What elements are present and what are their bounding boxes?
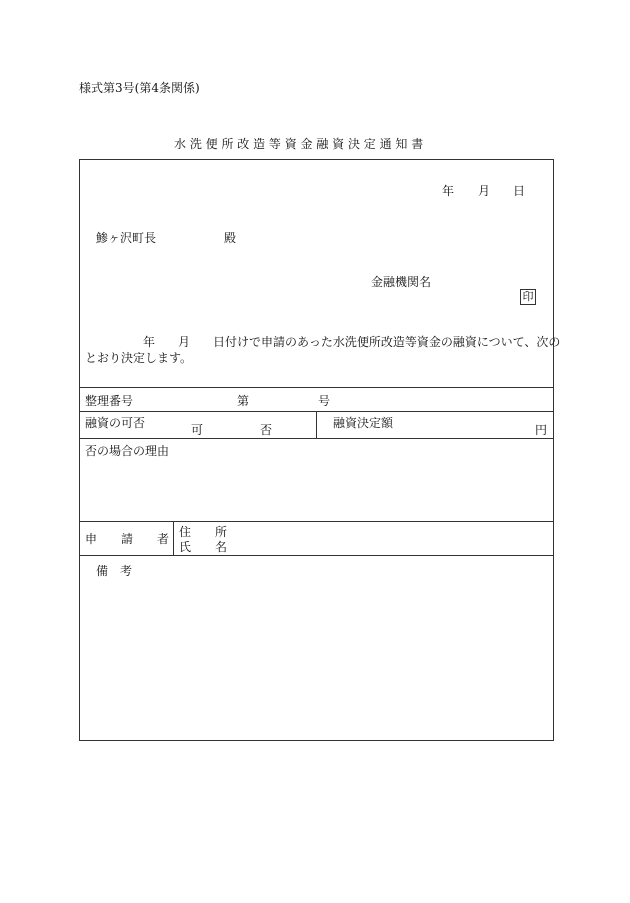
body-text-line2: とおり決定します。 [85, 351, 193, 365]
date-year-label: 年 [442, 184, 455, 198]
yen-unit: 円 [535, 423, 548, 437]
row-divider [79, 521, 554, 522]
name-label: 氏 名 [179, 540, 228, 554]
body-text-line1: 日付けで申請のあった水洗便所改造等資金の融資について、次の [213, 335, 561, 349]
addressee-honorific: 殿 [224, 231, 237, 245]
body-month: 月 [178, 335, 191, 349]
column-divider [173, 521, 174, 555]
date-day-label: 日 [513, 184, 526, 198]
reference-dai: 第 [237, 394, 250, 408]
approve-option: 可 [191, 423, 204, 437]
approval-label: 融資の可否 [85, 416, 146, 430]
document-title: 水 洗 便 所 改 造 等 資 金 融 資 決 定 通 知 書 [174, 137, 424, 151]
form-number: 様式第3号(第4条関係) [79, 81, 200, 95]
row-divider [79, 555, 554, 556]
row-divider [79, 387, 554, 388]
denial-reason-label: 否の場合の理由 [85, 444, 170, 458]
remarks-label: 備 考 [96, 564, 133, 578]
seal-mark: 印 [520, 289, 536, 305]
applicant-label: 申 請 者 [85, 532, 170, 546]
institution-label: 金融機関名 [371, 275, 432, 289]
reference-go: 号 [318, 394, 331, 408]
date-month-label: 月 [478, 184, 491, 198]
column-divider [316, 411, 317, 438]
deny-option: 否 [260, 423, 273, 437]
amount-label: 融資決定額 [333, 416, 394, 430]
address-label: 住 所 [179, 525, 228, 539]
body-year: 年 [143, 335, 156, 349]
reference-number-label: 整理番号 [85, 394, 134, 408]
row-divider [79, 438, 554, 439]
addressee-name: 鯵ヶ沢町長 [96, 231, 157, 245]
